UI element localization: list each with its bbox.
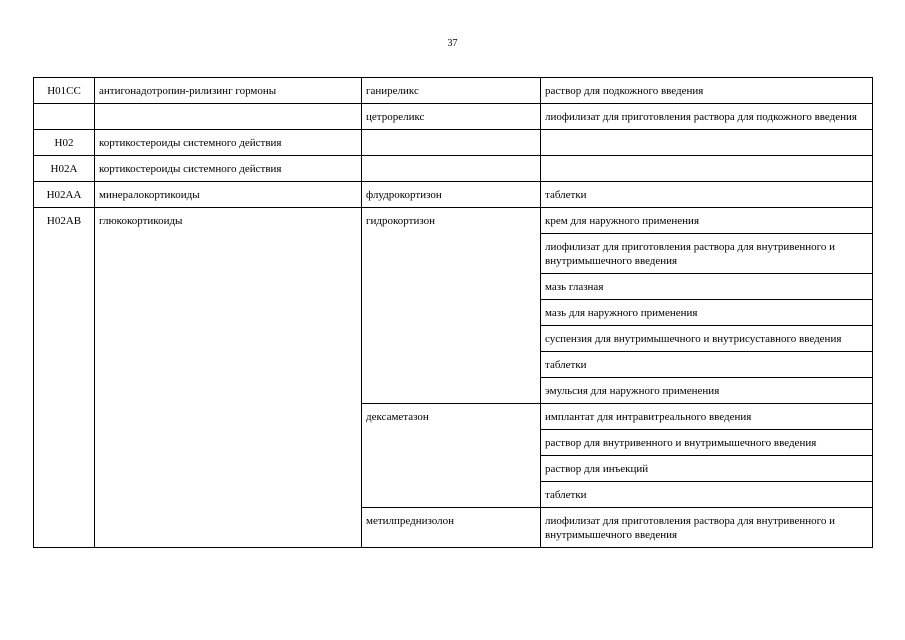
table-row <box>34 130 873 156</box>
group-name-cell: глюкокортикоиды <box>95 208 362 548</box>
dosage-form-cell: лиофилизат для приготовления раствора для внутривенного и внутримышечного введения <box>541 234 873 274</box>
dosage-form-cell: лиофилизат для приготовления раствора для подкожного введения <box>541 104 873 130</box>
dosage-form-cell: мазь глазная <box>541 274 873 300</box>
group-name-cell: антигонадотропин-рилизинг гормоны <box>95 78 362 104</box>
substance-cell: метилпреднизолон <box>362 508 541 548</box>
substance-cell <box>362 130 541 156</box>
dosage-form-cell: раствор для внутривенного и внутримышечного введения <box>541 430 873 456</box>
dosage-form-cell: раствор для подкожного введения <box>541 78 873 104</box>
substance-cell: ганиреликс <box>362 78 541 104</box>
atc-code-cell <box>34 104 95 130</box>
table-row <box>34 156 873 182</box>
dosage-form-cell: лиофилизат для приготовления раствора для внутривенного и внутримышечного введения <box>541 508 873 548</box>
drug-table <box>33 77 873 548</box>
substance-cell: флудрокортизон <box>362 182 541 208</box>
atc-code-cell: H02AB <box>34 208 95 548</box>
dosage-form-cell: раствор для инъекций <box>541 456 873 482</box>
table-row <box>34 208 873 234</box>
dosage-form-cell <box>541 130 873 156</box>
substance-cell: гидрокортизон <box>362 208 541 404</box>
atc-code-cell: H01CC <box>34 78 95 104</box>
dosage-form-cell <box>541 156 873 182</box>
dosage-form-cell: эмульсия для наружного применения <box>541 378 873 404</box>
substance-cell <box>362 156 541 182</box>
substance-cell: дексаметазон <box>362 404 541 508</box>
dosage-form-cell: имплантат для интравитреального введения <box>541 404 873 430</box>
group-name-cell: кортикостероиды системного действия <box>95 156 362 182</box>
table-row <box>34 104 873 130</box>
dosage-form-cell: крем для наружного применения <box>541 208 873 234</box>
atc-code-cell: H02AA <box>34 182 95 208</box>
atc-code-cell: H02 <box>34 130 95 156</box>
dosage-form-cell: таблетки <box>541 482 873 508</box>
page-number: 37 <box>447 38 458 49</box>
group-name-cell: кортикостероиды системного действия <box>95 130 362 156</box>
dosage-form-cell: суспензия для внутримышечного и внутрисуставного введения <box>541 326 873 352</box>
table-row <box>34 78 873 104</box>
table-row <box>34 182 873 208</box>
substance-cell: цетрореликс <box>362 104 541 130</box>
dosage-form-cell: таблетки <box>541 182 873 208</box>
dosage-form-cell: таблетки <box>541 352 873 378</box>
dosage-form-cell: мазь для наружного применения <box>541 300 873 326</box>
atc-code-cell: H02A <box>34 156 95 182</box>
group-name-cell <box>95 104 362 130</box>
group-name-cell: минералокортикоиды <box>95 182 362 208</box>
